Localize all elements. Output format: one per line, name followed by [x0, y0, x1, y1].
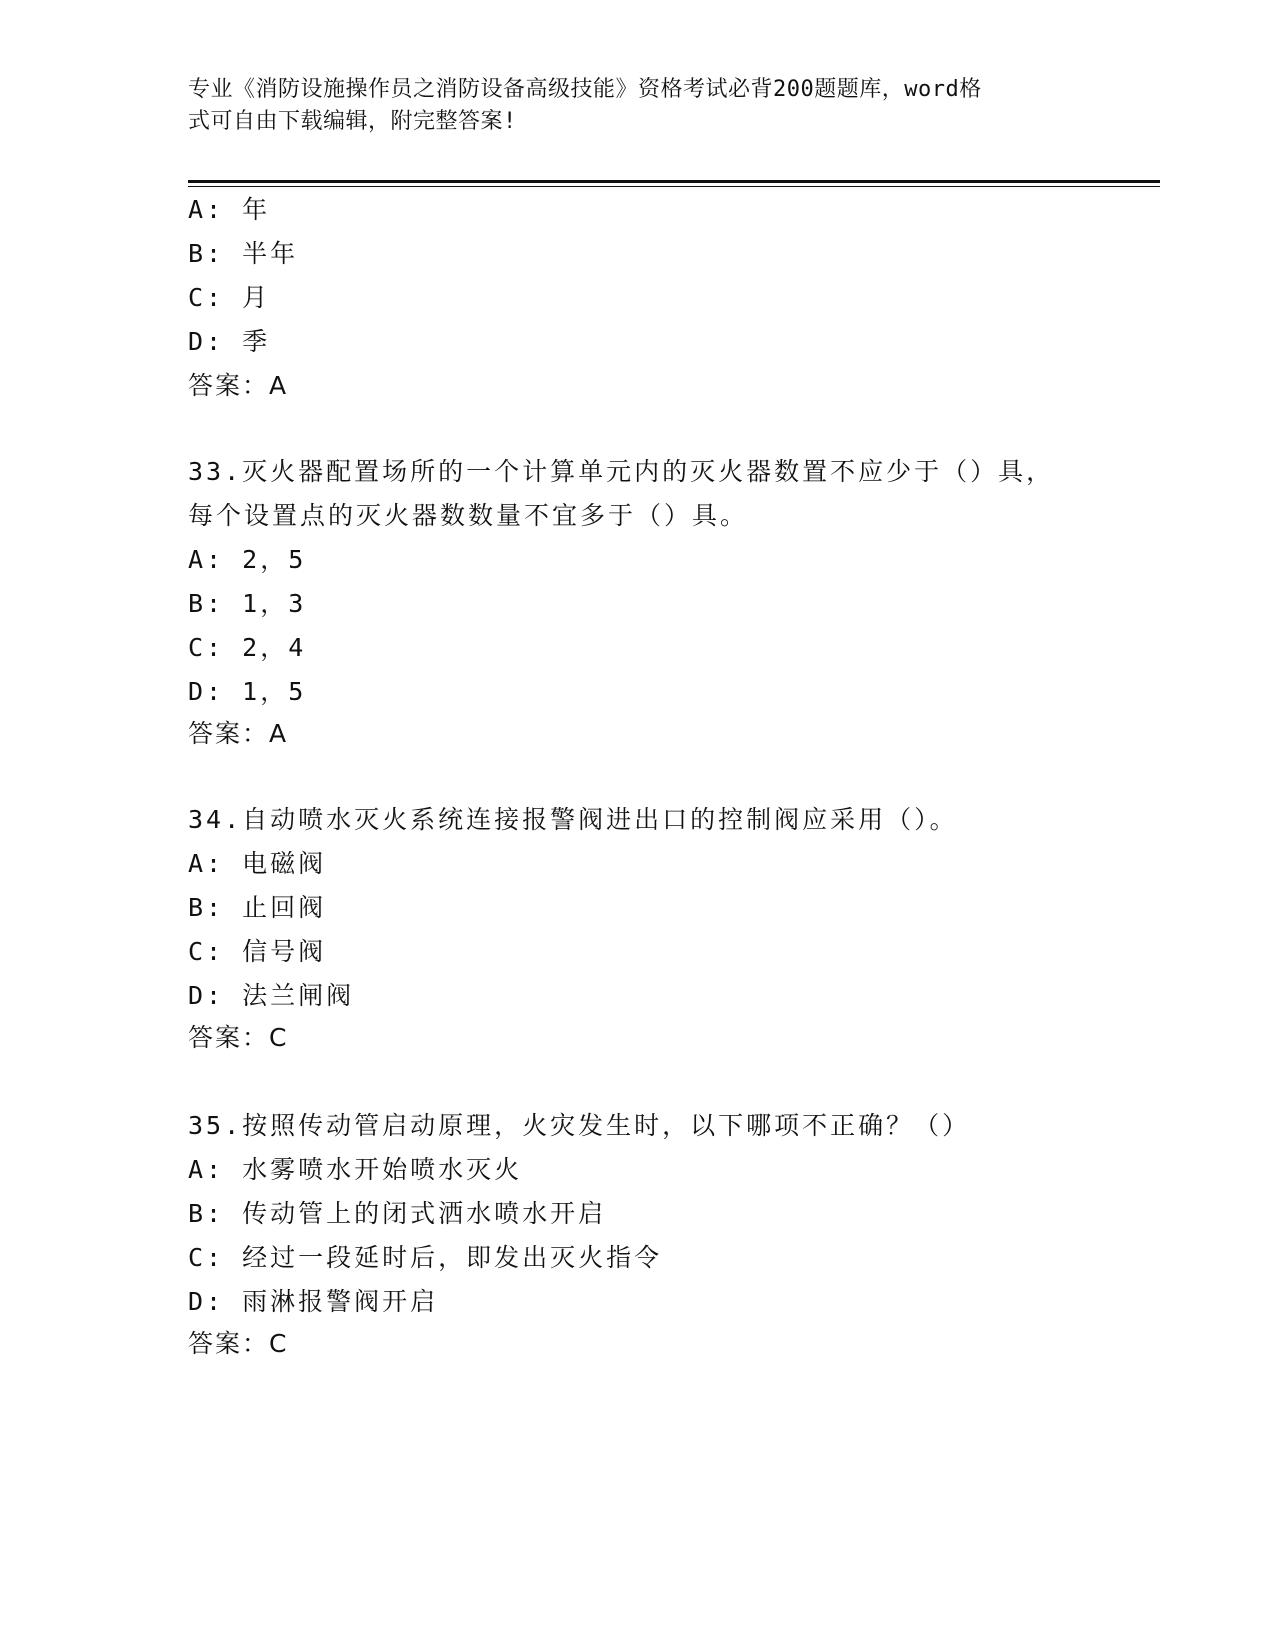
q33-option-b: B: 1，3: [188, 589, 307, 618]
q33-answer: 答案：A: [188, 719, 289, 748]
q33-option-d: D: 1，5: [188, 677, 307, 706]
header-divider-thick: [188, 180, 1160, 183]
q33-stem-line-2: 每个设置点的灭火器数数量不宜多于（）具。: [188, 501, 749, 530]
q35-option-c: C: 经过一段延时后，即发出灭火指令: [188, 1243, 663, 1272]
header-line-1: 专业《消防设施操作员之消防设备高级技能》资格考试必背200题题库，word格: [188, 77, 982, 102]
q34-option-c: C: 信号阀: [188, 937, 327, 966]
q34-option-d: D: 法兰闸阀: [188, 981, 355, 1010]
q35-option-b: B: 传动管上的闭式洒水喷水开启: [188, 1199, 607, 1228]
q32-option-a: A: 年: [188, 195, 271, 224]
q35-option-d: D: 雨淋报警阀开启: [188, 1287, 439, 1316]
q33-stem-line-1: 33.灭火器配置场所的一个计算单元内的灭火器数置不应少于（）具，: [188, 457, 1055, 486]
document-header: [188, 74, 1068, 138]
q35-answer: 答案：C: [188, 1329, 289, 1358]
q35-stem: 35.按照传动管启动原理，火灾发生时，以下哪项不正确？（）: [188, 1111, 971, 1140]
q32-option-c: C: 月: [188, 283, 271, 312]
header-line-2: 式可自由下载编辑，附完整答案!: [188, 109, 517, 134]
q33-option-c: C: 2，4: [188, 633, 307, 662]
q34-answer: 答案：C: [188, 1023, 289, 1052]
q34-option-a: A: 电磁阀: [188, 849, 327, 878]
q32-option-d: D: 季: [188, 327, 271, 356]
q34-stem: 34.自动喷水灭火系统连接报警阀进出口的控制阀应采用（）。: [188, 805, 958, 834]
q32-option-b: B: 半年: [188, 239, 299, 268]
q33-option-a: A: 2，5: [188, 545, 307, 574]
q32-answer: 答案：A: [188, 371, 289, 400]
q35-option-a: A: 水雾喷水开始喷水灭火: [188, 1155, 523, 1184]
header-divider-thin: [188, 186, 1160, 187]
q34-option-b: B: 止回阀: [188, 893, 327, 922]
